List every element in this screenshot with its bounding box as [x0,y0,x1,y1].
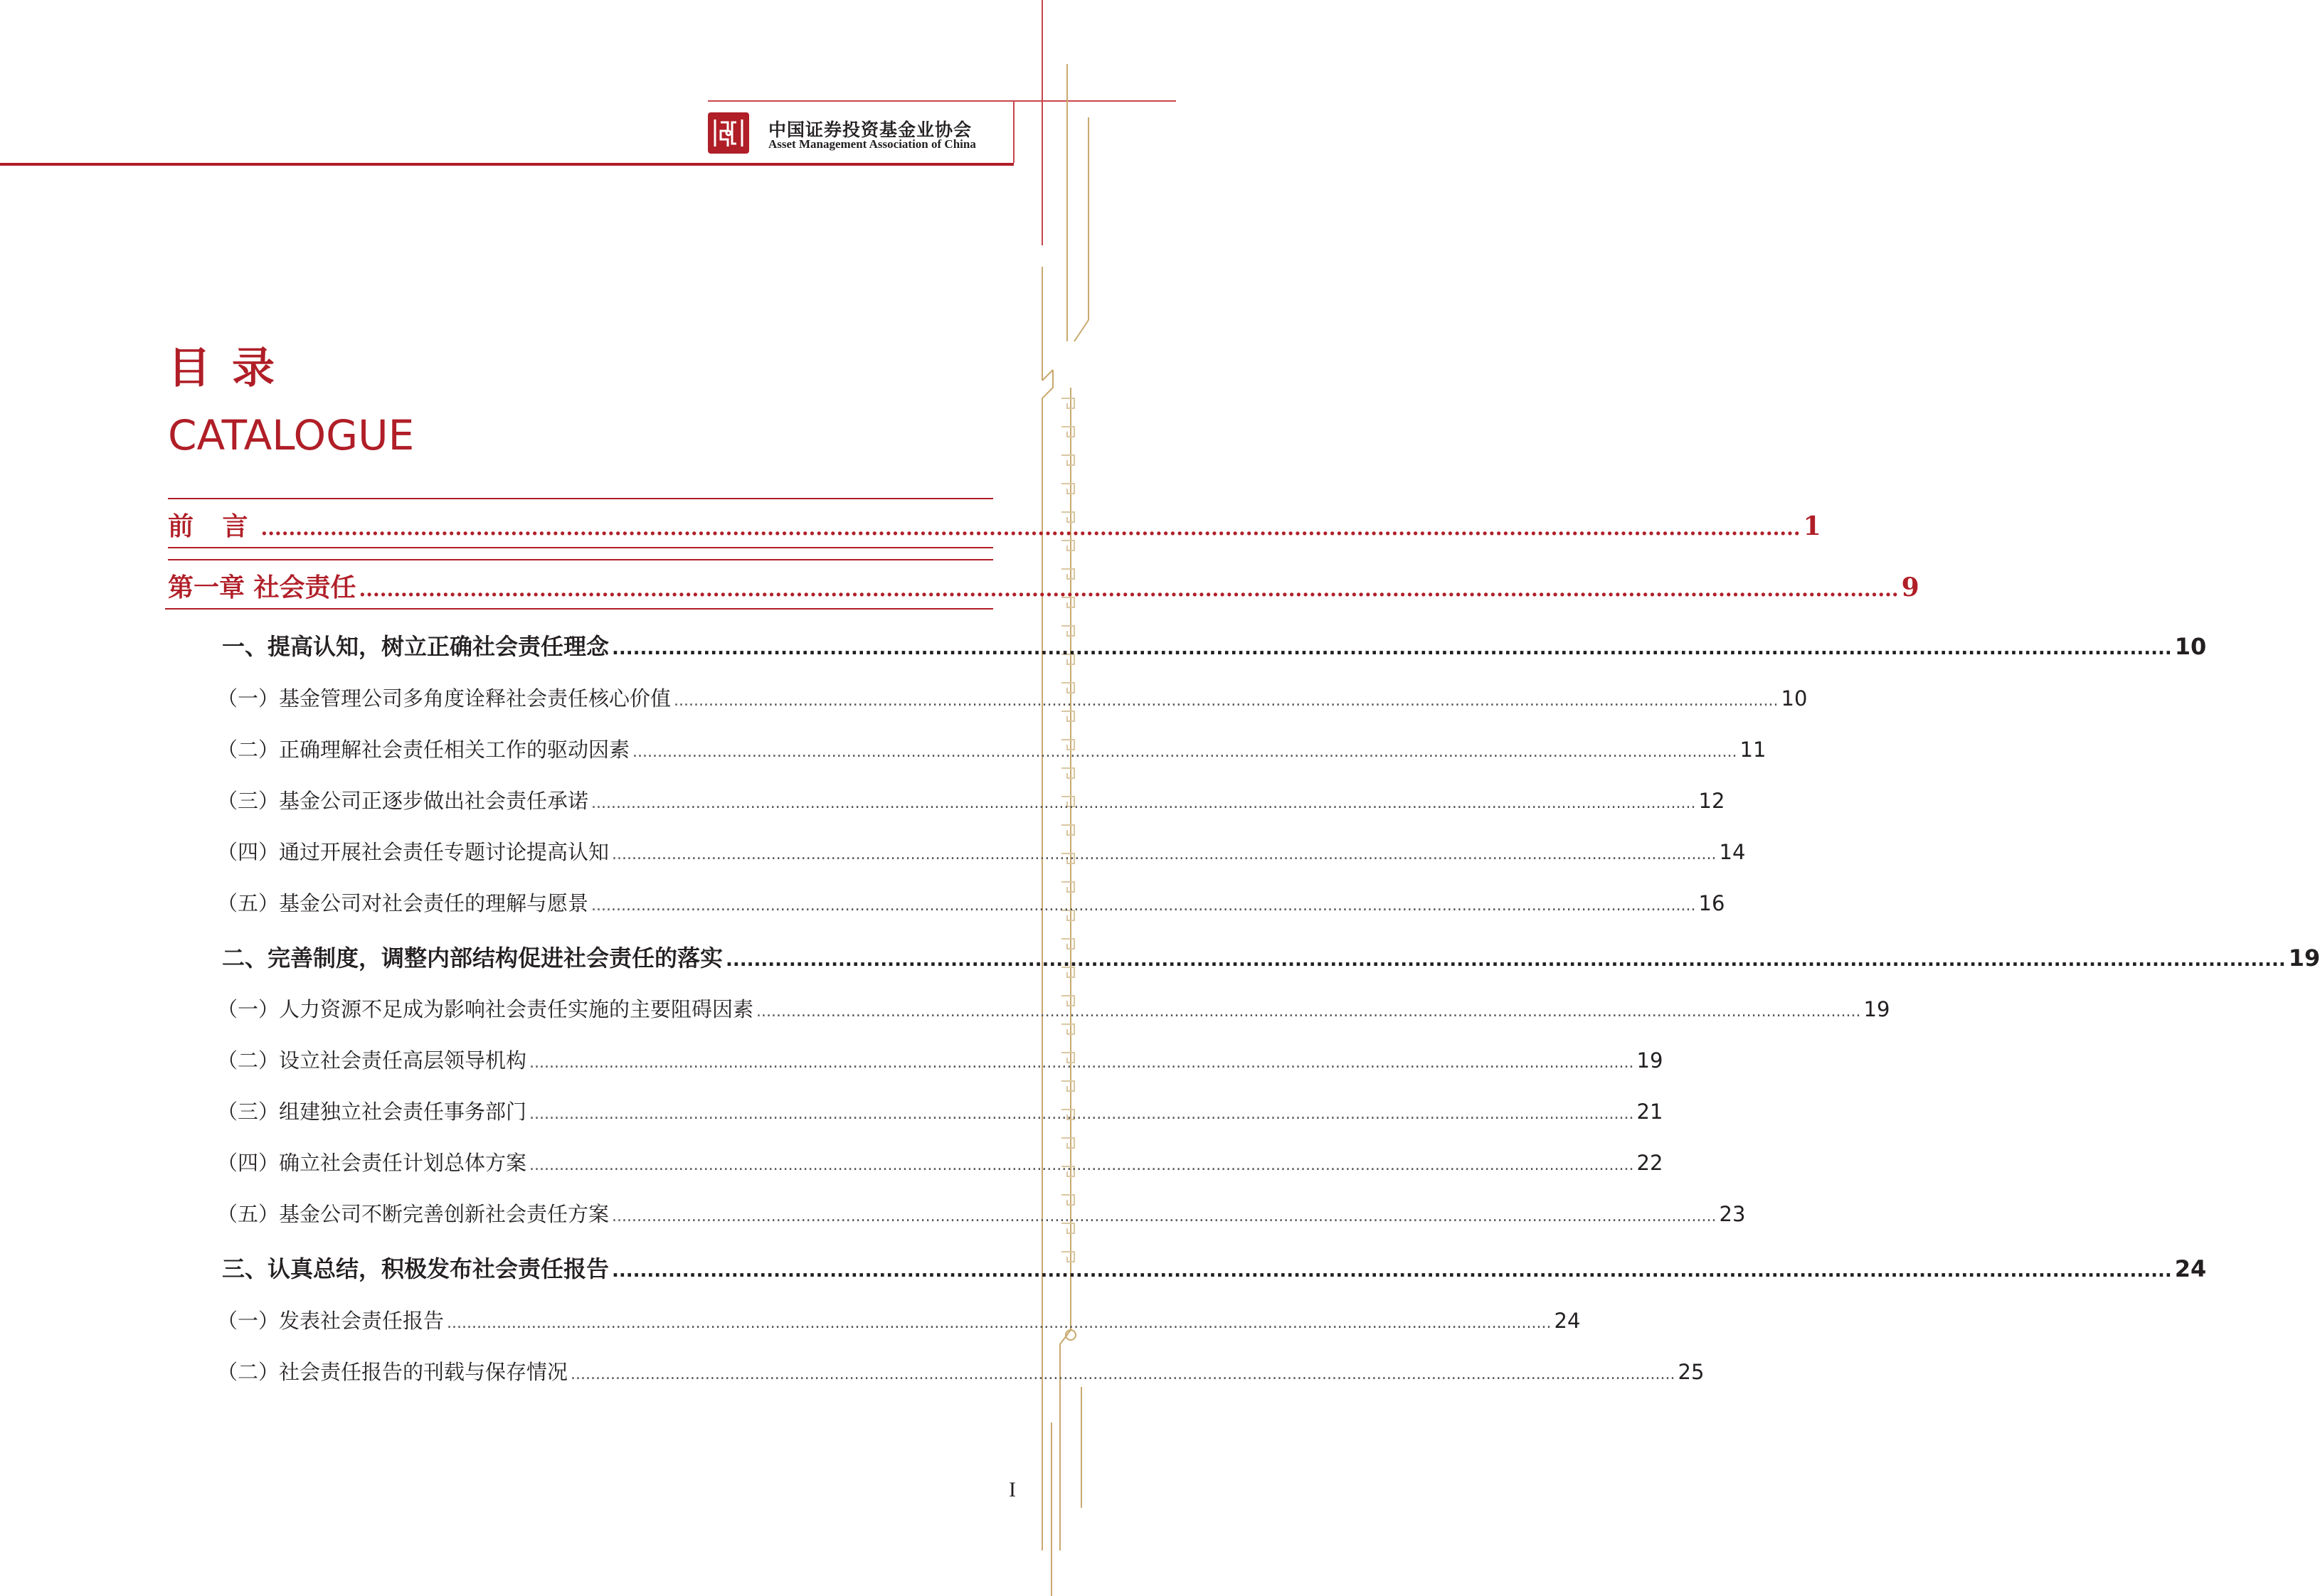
toc-leader: .............................................................................................................................................................................................................................. [612,846,1717,863]
toc-page-number: 1 [1803,511,1821,541]
toc-label: 一、提高认知，树立正确社会责任理念 [222,633,610,660]
toc-leader: .............................................................................................................................................................................................................................. [591,794,1696,812]
toc-entry-section-3[interactable] [222,1251,2207,1284]
page-title-cn: 目录 [168,344,296,393]
toc-page-number: 24 [1554,1309,1581,1333]
toc-leader: .............................................................................................................................................................................................................................. [260,516,1801,540]
toc-page-number: 12 [1698,789,1725,813]
toc-entry-section-2[interactable] [222,940,2320,973]
toc-label: （三）基金公司正逐步做出社会责任承诺 [217,789,589,813]
org-name-cn: 中国证券投资基金业协会 [768,119,973,140]
toc-page-number: 10 [2174,633,2207,660]
toc-entry-chapter-1[interactable] [168,568,1919,604]
toc-leader: .............................................................................................................................................................................................................................. [571,1366,1675,1383]
toc-entry-section-1[interactable] [222,629,2207,661]
toc-leader: .............................................................................................................................................................................................................................. [529,1156,1634,1174]
toc-leader: .............................................................................................................................................................................................................................. [612,1208,1717,1225]
toc-entry-subsection[interactable] [217,683,1808,712]
toc-page-number: 19 [1636,1048,1663,1073]
toc-page-number: 9 [1901,573,1919,602]
toc-page-number: 19 [2288,945,2320,972]
toc-page-number: 14 [1719,840,1746,864]
toc-page-number: 10 [1781,686,1808,711]
toc-label: 前 言 [168,511,258,541]
toc-label: （四）通过开展社会责任专题讨论提高认知 [217,840,610,864]
amac-logo-icon [708,112,749,154]
toc-label: （四）确立社会责任计划总体方案 [217,1151,527,1175]
toc-page-number: 11 [1739,738,1767,762]
toc-rule [168,498,993,499]
toc-entry-subsection[interactable] [217,994,1890,1023]
toc-page-number: 23 [1719,1202,1746,1226]
toc-rule [165,608,993,610]
toc-label: （一）人力资源不足成为影响社会责任实施的主要阻碍因素 [217,997,754,1021]
toc-leader: .............................................................................................................................................................................................................................. [612,1260,2172,1282]
toc-label: （五）基金公司对社会责任的理解与愿景 [217,891,589,915]
toc-label: （二）正确理解社会责任相关工作的驱动因素 [217,738,630,762]
toc-entry-subsection[interactable] [217,1096,1663,1125]
toc-label: 二、完善制度，调整内部结构促进社会责任的落实 [222,945,724,972]
toc-page-number: 16 [1698,891,1725,915]
toc-entry-subsection[interactable] [217,785,1725,814]
toc-label: 第一章 社会责任 [168,573,356,602]
toc-rule [168,547,993,548]
toc-leader: .............................................................................................................................................................................................................................. [359,578,1899,601]
toc-entry-subsection[interactable] [217,1198,1746,1228]
org-name-en: Asset Management Association of China [768,137,976,151]
toc-entry-subsection[interactable] [217,1356,1705,1385]
toc-leader: .............................................................................................................................................................................................................................. [674,692,1779,710]
toc-page-number: 21 [1636,1100,1663,1124]
header-rule [0,163,1014,166]
toc-rule [168,559,993,560]
toc-entry-subsection[interactable] [217,1305,1581,1334]
toc-leader: .............................................................................................................................................................................................................................. [756,1003,1861,1021]
toc-leader: .............................................................................................................................................................................................................................. [529,1054,1634,1072]
toc-leader: .............................................................................................................................................................................................................................. [529,1105,1634,1123]
toc-leader: .............................................................................................................................................................................................................................. [612,638,2172,659]
toc-leader: .............................................................................................................................................................................................................................. [447,1314,1552,1332]
toc-label: 三、认真总结，积极发布社会责任报告 [222,1255,610,1282]
toc-entry-subsection[interactable] [217,1147,1663,1176]
toc-page-number: 24 [2174,1255,2207,1282]
toc-entry-preface[interactable] [168,506,1821,543]
toc-label: （三）组建独立社会责任事务部门 [217,1100,527,1124]
page-title-en: CATALOGUE [168,411,415,459]
toc-label: （二）社会责任报告的刊载与保存情况 [217,1360,568,1384]
toc-leader: .............................................................................................................................................................................................................................. [591,897,1696,915]
toc-label: （一）发表社会责任报告 [217,1309,445,1333]
toc-leader: .............................................................................................................................................................................................................................. [632,743,1737,761]
toc-leader: .............................................................................................................................................................................................................................. [726,949,2286,971]
page-number: I [1009,1478,1016,1501]
toc-page-number: 22 [1636,1151,1663,1175]
toc-entry-subsection[interactable] [217,1045,1663,1074]
toc-page-number: 25 [1678,1360,1705,1384]
toc-entry-subsection[interactable] [217,836,1746,866]
toc-page-number: 19 [1863,997,1890,1021]
toc-label: （二）设立社会责任高层领导机构 [217,1048,527,1073]
toc-label: （一）基金管理公司多角度诠释社会责任核心价值 [217,686,672,711]
toc-entry-subsection[interactable] [217,888,1725,917]
toc-label: （五）基金公司不断完善创新社会责任方案 [217,1202,610,1226]
toc-entry-subsection[interactable] [217,734,1767,763]
